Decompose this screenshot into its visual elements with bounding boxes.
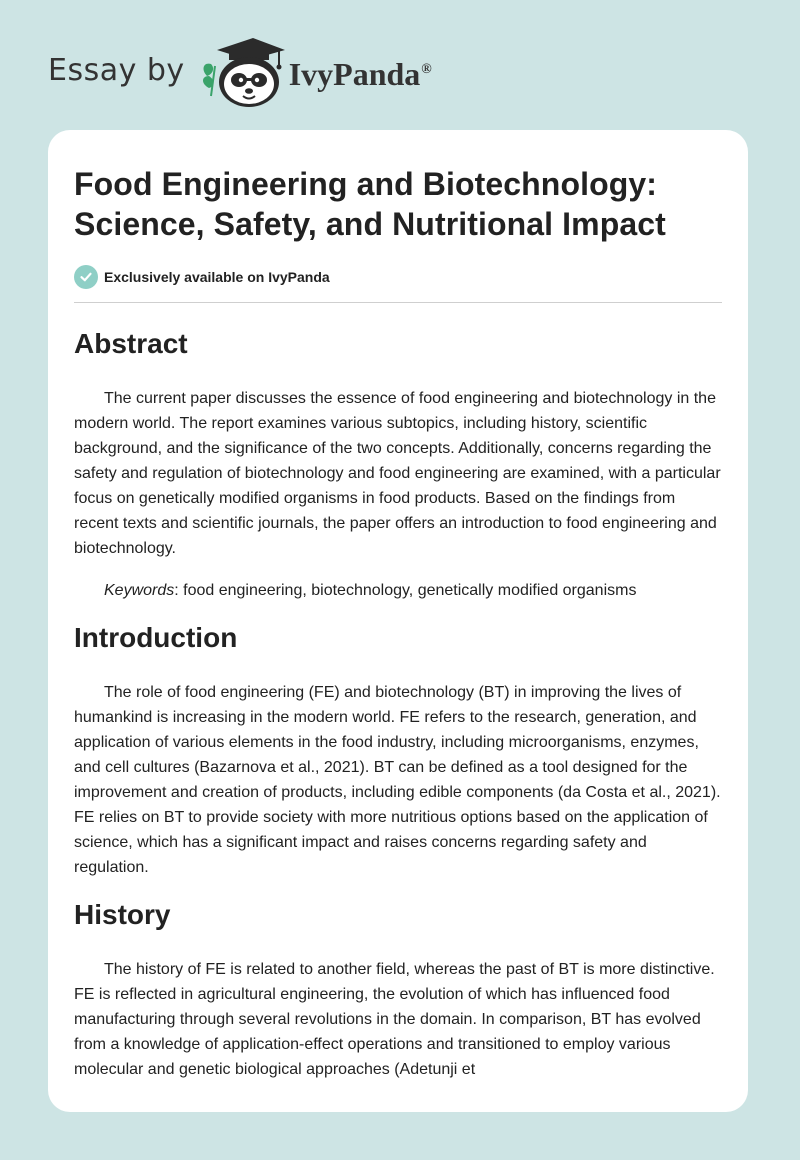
panda-graduate-logo-icon xyxy=(199,36,285,108)
keywords-line xyxy=(74,578,722,603)
check-circle-icon xyxy=(74,265,98,289)
title-line-1: Food Engineering and Biotechnology: xyxy=(74,166,658,202)
abstract-heading: Abstract xyxy=(74,328,188,359)
document-title xyxy=(74,164,722,244)
introduction-paragraph: The role of food engineering (FE) and biotechnology (BT) in improving the lives of humankind is increasing in the modern world. FE refers to the research, generation, and application of various elements in the food industry, including microorganisms, enzymes, and cell cultures (Bazarnova et al., 2021). BT can be defined as a tool designed for the improvement and creation of products, including edible components (da Costa et al., 2021). FE relies on BT to provide society with more nutritious options based on the application of science, which has a significant impact and raises concerns regarding safety and regulation. xyxy=(74,684,721,876)
exclusive-label: Exclusively available on IvyPanda xyxy=(104,269,330,285)
keywords-label: Keywords xyxy=(104,582,175,599)
title-divider xyxy=(74,302,722,303)
brand-header xyxy=(48,36,432,108)
registered-mark: ® xyxy=(421,61,432,77)
keywords-text: : food engineering, biotechnology, genetically modified organisms xyxy=(174,582,637,599)
brand-prefix: Essay by xyxy=(48,52,185,88)
exclusive-badge xyxy=(74,264,722,290)
document-card xyxy=(48,130,748,1112)
history-heading: History xyxy=(74,899,171,930)
introduction-heading: Introduction xyxy=(74,622,238,653)
brand-name: IvyPanda® xyxy=(288,55,432,92)
title-line-2: Science, Safety, and Nutritional Impact xyxy=(74,206,666,242)
history-paragraph: The history of FE is related to another field, whereas the past of BT is more distinctive. FE is reflected in agricultural engineering, the evolution of which has influenced food manufacturing through several revolutions in the domain. In comparison, BT has evolved from a knowledge of application-effect operations and transitioned to employ various molecular and genetic biological approaches (Adetunji et xyxy=(74,961,715,1078)
abstract-paragraph: The current paper discusses the essence of food engineering and biotechnology in the modern world. The report examines various subtopics, including history, scientific background, and the significance of the two concepts. Additionally, concerns regarding the safety and regulation of biotechnology and food engineering are examined, with a particular focus on genetically modified organisms in food products. Based on the findings from recent texts and scientific journals, the paper offers an introduction to food engineering and biotechnology. xyxy=(74,390,721,557)
